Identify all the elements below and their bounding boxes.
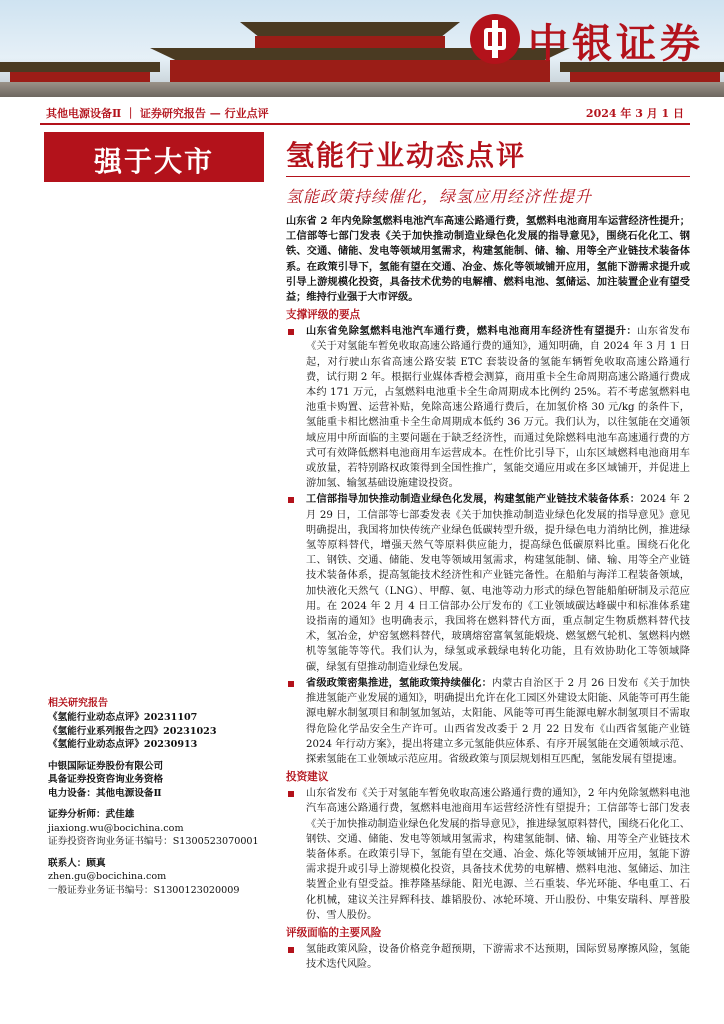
bullet-icon xyxy=(288,329,294,335)
sector: 电力设备：其他电源设备Ⅱ xyxy=(48,787,162,799)
company-name: 中银国际证券股份有限公司 xyxy=(48,760,164,772)
analyst-cert: 证券投资咨询业务证书编号：S1300523070001 xyxy=(48,836,259,847)
related-reports-title: 相关研究报告 xyxy=(48,698,108,709)
logo-text: 中银证券 xyxy=(528,21,704,67)
related-report[interactable]: 《氢能行业动态点评》20231107 xyxy=(48,712,198,723)
report-category: 其他电源设备Ⅱ ｜ 证券研究报告 — 行业点评 xyxy=(46,107,269,120)
rating-text: 强于大市 xyxy=(93,145,214,178)
summary-paragraph: 山东省 2 年内免除氢燃料电池汽车高速公路通行费，氢燃料电池商用车运营经济性提升；工信部等七部门发表《关于加快推动制造业绿色化发展的指导意见》，围绕石化化工、钢铁、交通、储能、发电等领域用氢需求，构建氢能制、储、输、用等全产业链技术装备体系。在政策引导下，氢能有望在交通、冶金、炼化等领域铺开应用，氢能下游需求提升或引导上游规模化投资，具备技术优势的电解槽、燃料电池、氢储运、加注装置企业有望受益；维持行业强于大市评级。 xyxy=(286,215,690,304)
contact-name: 联系人：顾真 xyxy=(48,857,106,869)
analyst-name: 证券分析师：武佳雄 xyxy=(48,809,135,820)
bullet-icon xyxy=(288,947,294,953)
report-title: 氢能行业动态点评 xyxy=(286,139,527,172)
report-header-bar xyxy=(40,101,690,125)
point-lead: 山东省免除氢燃料电池汽车通行费，燃料电池商用车经济性有望提升： xyxy=(306,325,638,338)
header-banner-image xyxy=(0,0,724,97)
bullet-icon xyxy=(288,791,294,797)
list-item xyxy=(286,324,690,491)
contact-cert: 一般证券业务证书编号：S1300123020009 xyxy=(48,884,240,896)
point-text: 2024 年 2 月 29 日，工信部等七部委发表《关于加快推动制造业绿色化发展的指导意见》意见明确提出，我国将加快传统产业绿色低碳转型升级，提升绿色电力消纳比例，推进绿氢等原料替代，增强天然气等原料供应能力，提高绿色低碳原料比重。围绕石化化工、钢铁、交通、储能、发电等领域用氢需求，构建氢能制、储、输、用等全产业链技术装备体系，提高氢能技术经济性和产业链完备性。在船舶与海洋工程装备领域，加快液化天然气（LNG）、甲醇、氨、电池等动力形式的绿色智能船舶研制及示范应用。在 2024 年 2 月 4 日工信部办公厅发布的《工业领域碳达峰碳中和标准体系建设指南的通知》也明确表示，我国将在燃料替代方面，重点制定生物质燃料替代技术，氢冶金，炉窑氢燃料替代，玻璃熔窑富氧氢能煅烧、燃氢燃气轮机、氢燃料内燃机等氢能等等代。我们认为，绿氢或承载绿电转化功能，且有效协助化工等领域降碳，绿氢有望推动制造业绿色发展。 xyxy=(306,494,690,673)
point-lead: 省级政策密集推进，氢能政策持续催化： xyxy=(306,676,492,689)
list-item xyxy=(286,492,690,674)
report-subtitle: 氢能政策持续催化，绿氢应用经济性提升 xyxy=(286,187,593,206)
main-content xyxy=(286,214,690,972)
invest-text: 山东省发布《关于对氢能车暂免收取高速公路通行费的通知》，2 年内免除氢燃料电池汽车高速公路通行费，氢燃料电池商用车运营经济性有望提升；工信部等七部门发表《关于加快推动制造业绿色化发展的指导意见》，推进绿氢原料替代，围绕石化化工、钢铁、交通、储能、发电等领域用氢需求，构建氢能制、储、输、用等全产业链技术装备体系。在政策引导下，氢能有望在交通、冶金、炼化等领域铺开应用，氢能下游需求提升或引导上游规模化投资，具备技术优势的电解槽、燃料电池、氢储运、加注装置企业有望受益。推荐隆基绿能、阳光电源、兰石重装、华光环能、华电重工、石化机械，建议关注昇辉科技、雄韬股份、冰轮环境、开山股份、中集安瑞科、厚普股份、雪人股份。 xyxy=(306,788,690,921)
point-text: 山东省发布《关于对氢能车暂免收取高速公路通行费的通知》，通知明确，自 2024 年 3 月 1 日起，对行驶山东省高速公路安装 ETC 套装设备的氢能车辆暂免收取高速公路通行费，试行期 2 年。根据行业媒体香橙会测算，商用重卡全生命周期高速公路通行费成本约 171 万元，占氢燃料电池重卡全生命周期成本比例约 25%。若不考虑氢燃料电池重卡购置、运营补贴，免除高速公路通行费后，在加氢价格 30 元/kg 的条件下，氢能重卡相比燃油重卡全生命周期成本低约 36 万元。我们认为，以往氢能在交通领域应用中所面临的主要问题在于缺乏经济性，而通过免除燃料电池车高速通行费的方式可有效降低燃料电池商用车运营成本。在性价比引导下，山东区域燃料电池商用车或放量，若特别路权政策得到全国性推广，氢能交通应用或在多区域铺开，并促进上游加氢、输氢基础设施建设投资。 xyxy=(306,326,691,490)
section-title-points: 支撑评级的要点 xyxy=(286,309,361,322)
contact-email[interactable]: zhen.gu@bocichina.com xyxy=(48,871,167,882)
bullet-icon xyxy=(288,681,294,687)
list-item xyxy=(286,676,690,767)
risk-text: 氢能政策风险，设备价格竞争超预期，下游需求不达预期，国际贸易摩擦风险，氢能技术迭代风险。 xyxy=(306,943,690,971)
qualification: 具备证券投资咨询业务资格 xyxy=(48,774,164,785)
sidebar xyxy=(48,697,268,897)
point-lead: 工信部指导加快推动制造业绿色化发展，构建氢能产业链技术装备体系： xyxy=(306,493,641,506)
list-item xyxy=(286,942,690,972)
title-divider xyxy=(286,176,690,177)
report-date: 2024 年 3 月 1 日 xyxy=(585,107,684,120)
related-report[interactable]: 《氢能行业系列报告之四》20231023 xyxy=(48,725,217,737)
section-title-risk: 评级面临的主要风险 xyxy=(286,926,382,939)
point-text: 内蒙古自治区于 2 月 26 日发布《关于加快推进氢能产业发展的通知》，明确提出允许在化工园区外建设太阳能、风能等可再生能源电解水制氢项目和制氢加氢站，太阳能、风能等可再生能源电解水制氢项目不需取得危险化学品安全生产许可。山西省发改委于 2 月 22 日发布《山西省氢能产业链 2024 年行动方案》，提出将建立多元氢能供应体系、有序开展氢能在交通领域示范、探索氢能在工业领域示范应用。省级政策与顶层规划相互匹配，氢能发展有望提速。 xyxy=(306,677,690,765)
related-report[interactable]: 《氢能行业动态点评》20230913 xyxy=(48,739,198,750)
company-logo xyxy=(470,8,710,72)
boc-logo-icon xyxy=(470,14,520,64)
list-item xyxy=(286,786,690,923)
bullet-icon xyxy=(288,497,294,503)
rating-badge xyxy=(44,132,264,182)
section-title-invest: 投资建议 xyxy=(286,771,329,784)
analyst-email[interactable]: jiaxiong.wu@bocichina.com xyxy=(48,822,184,834)
